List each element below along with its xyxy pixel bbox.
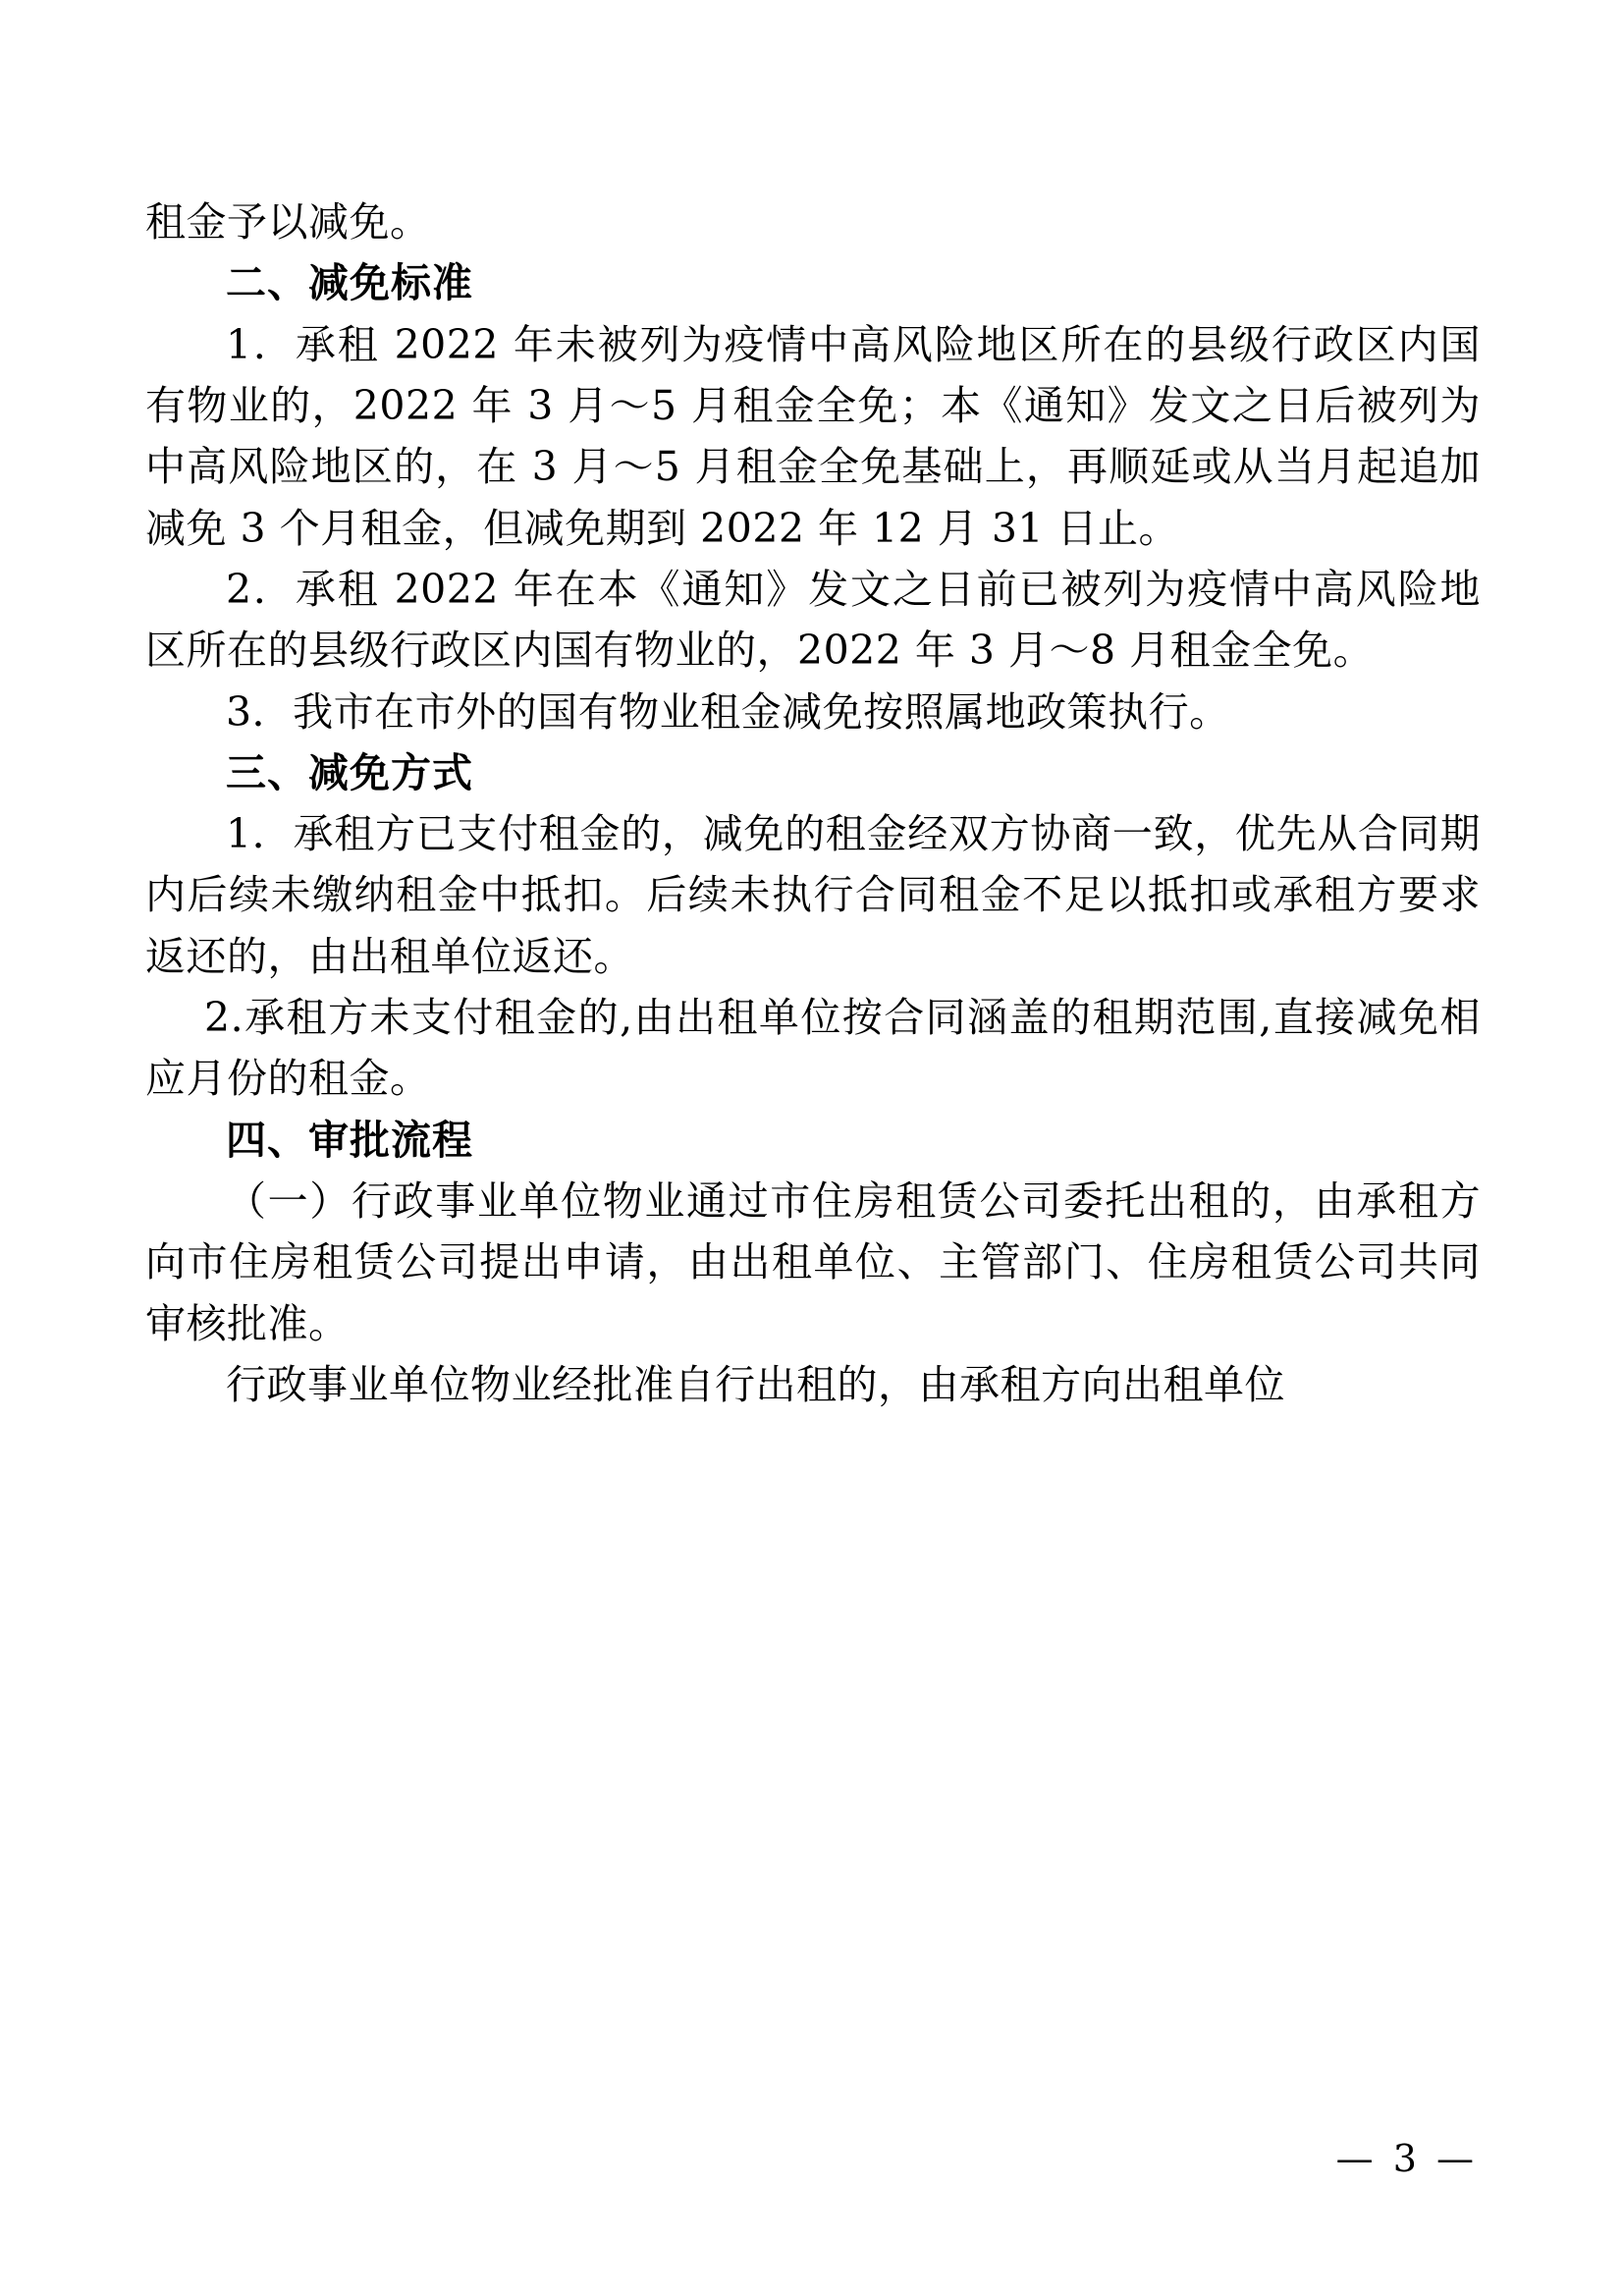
paragraph-item-2-2: 2．承租 2022 年在本《通知》发文之日前已被列为疫情中高风险地区所在的县级行政区内国有物业的，2022 年 3 月～8 月租金全免。 — [145, 565, 1481, 675]
paragraph-item-2-3: 3．我市在市外的国有物业租金减免按照属地政策执行。 — [226, 687, 1230, 736]
paragraph-item-4-1-cont: 行政事业单位物业经批准自行出租的，由承租方向出租单位 — [226, 1360, 1285, 1408]
section-heading-two: 二、减免标准 — [226, 259, 473, 307]
section-heading-three: 三、减免方式 — [226, 748, 473, 796]
paragraph-item-3-2: 2.承租方未支付租金的,由出租单位按合同涵盖的租期范围,直接减免相应月份的租金。 — [145, 994, 1481, 1103]
document-body — [145, 191, 1481, 1415]
section-heading-four: 四、审批流程 — [226, 1116, 473, 1164]
paragraph-item-3-1: 1．承租方已支付租金的，减免的租金经双方协商一致，优先从合同期内后续未缴纳租金中抵扣。后续未执行合同租金不足以抵扣或承租方要求返还的，由出租单位返还。 — [145, 810, 1481, 980]
paragraph-continuation: 租金予以减免。 — [145, 198, 431, 246]
page-number: — 3 — — [1335, 2137, 1478, 2180]
paragraph-item-4-1: （一）行政事业单位物业通过市住房租赁公司委托出租的，由承租方向市住房租赁公司提出申请，由出租单位、主管部门、住房租赁公司共同审核批准。 — [145, 1177, 1481, 1347]
paragraph-item-2-1: 1．承租 2022 年未被列为疫情中高风险地区所在的县级行政区内国有物业的，2022 年 3 月～5 月租金全免；本《通知》发文之日后被列为中高风险地区的，在 3 月～5 月租金全免基础上，再顺延或从当月起追加减免 3 个月租金，但减免期到 2022 年 12 月 31 日止。 — [145, 320, 1481, 552]
